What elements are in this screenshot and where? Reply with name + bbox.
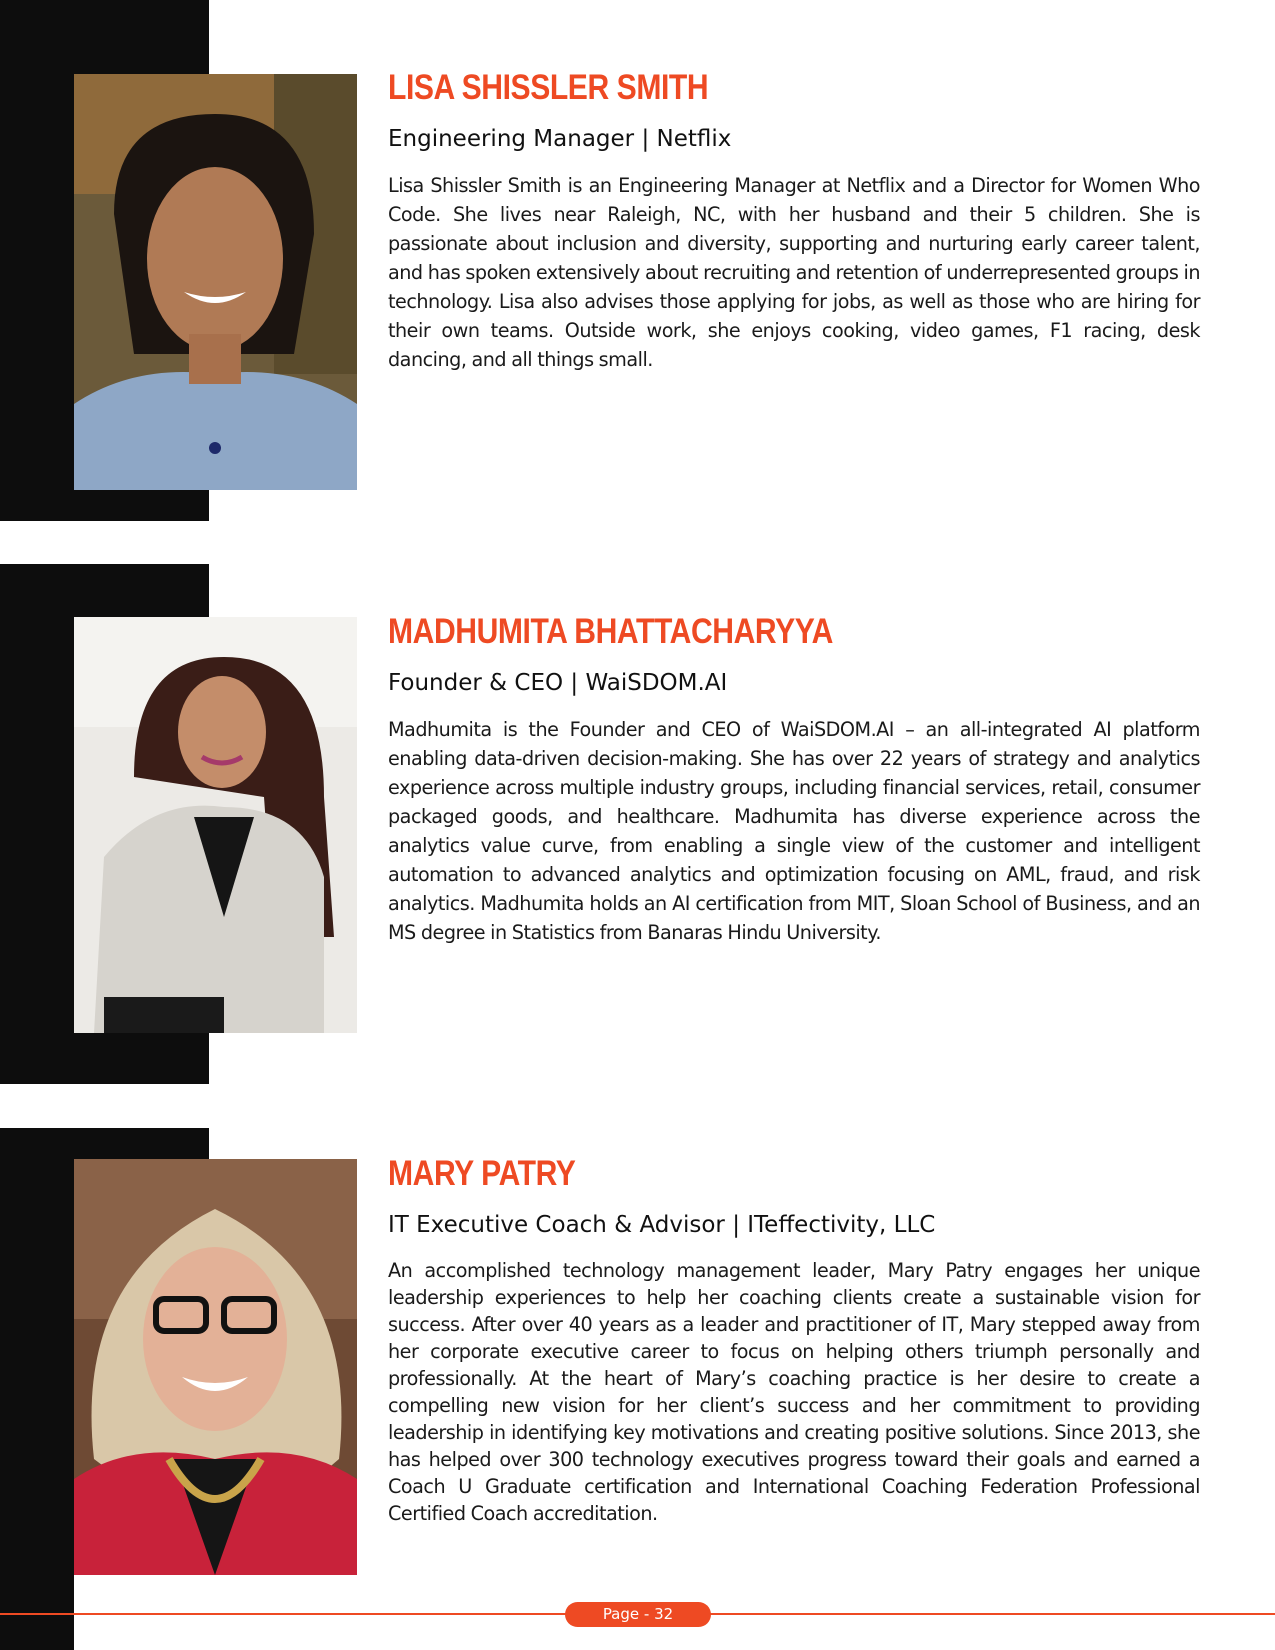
decorative-side-bar xyxy=(0,1128,74,1650)
footer-rule xyxy=(209,1613,1275,1615)
profile-bio: Lisa Shissler Smith is an Engineering Manager at Netflix and a Director for Women Who Code. She lives near Raleigh, NC, with her husband and their 5 children. She is passionate about inclusion and diversity, supporting and nurturing early career talent, and has spoken extensively about recruiting and retention of underrepresented groups in technology. Lisa also advises those applying for jobs, as well as those who are hiring for their own teams. Outside work, she enjoys cooking, video games, F1 racing, desk dancing, and all things small. xyxy=(388,174,1200,371)
profile-photo-madhumita xyxy=(74,617,357,1033)
profile-role: Engineering Manager | Netflix xyxy=(388,126,732,152)
profile-role: IT Executive Coach & Advisor | ITeffectivity, LLC xyxy=(388,1212,936,1238)
profile-photo-lisa xyxy=(74,74,357,490)
page-number-badge: Page - 32 xyxy=(565,1602,711,1627)
profile-name: LISA SHISSLER SMITH xyxy=(388,68,709,107)
footer-rule-left xyxy=(0,1613,209,1615)
profile-bio: An accomplished technology management leader, Mary Patry engages her unique leadership experiences to help her coaching clients create a sustainable vision for success. After over 40 years as a leader and practitioner of IT, Mary stepped away from her corporate executive career to focus on helping others triumph personally and professionally. At the heart of Mary’s coaching practice is her desire to create a compelling new vision for her client’s success and her commitment to providing leadership in identifying key motivations and creating positive solutions. Since 2013, she has helped over 300 technology executives progress toward their goals and earned a Coach U Graduate certification and International Coaching Federation Professional Certified Coach accreditation. xyxy=(388,1259,1200,1525)
profile-bio: Madhumita is the Founder and CEO of WaiSDOM.AI – an all-integrated AI platform enabling data-driven decision-making. She has over 22 years of strategy and analytics experience across multiple industry groups, including financial services, retail, consumer packaged goods, and healthcare. Madhumita has diverse experience across the analytics value curve, from enabling a single view of the customer and intelligent automation to advanced analytics and optimization focusing on AML, fraud, and risk analytics. Madhumita holds an AI certification from MIT, Sloan School of Business, and an MS degree in Statistics from Banaras Hindu University. xyxy=(388,718,1200,944)
profile-name: MARY PATRY xyxy=(388,1154,576,1193)
profile-photo-mary xyxy=(74,1159,357,1575)
profile-role: Founder & CEO | WaiSDOM.AI xyxy=(388,670,728,696)
profile-name: MADHUMITA BHATTACHARYYA xyxy=(388,612,833,651)
